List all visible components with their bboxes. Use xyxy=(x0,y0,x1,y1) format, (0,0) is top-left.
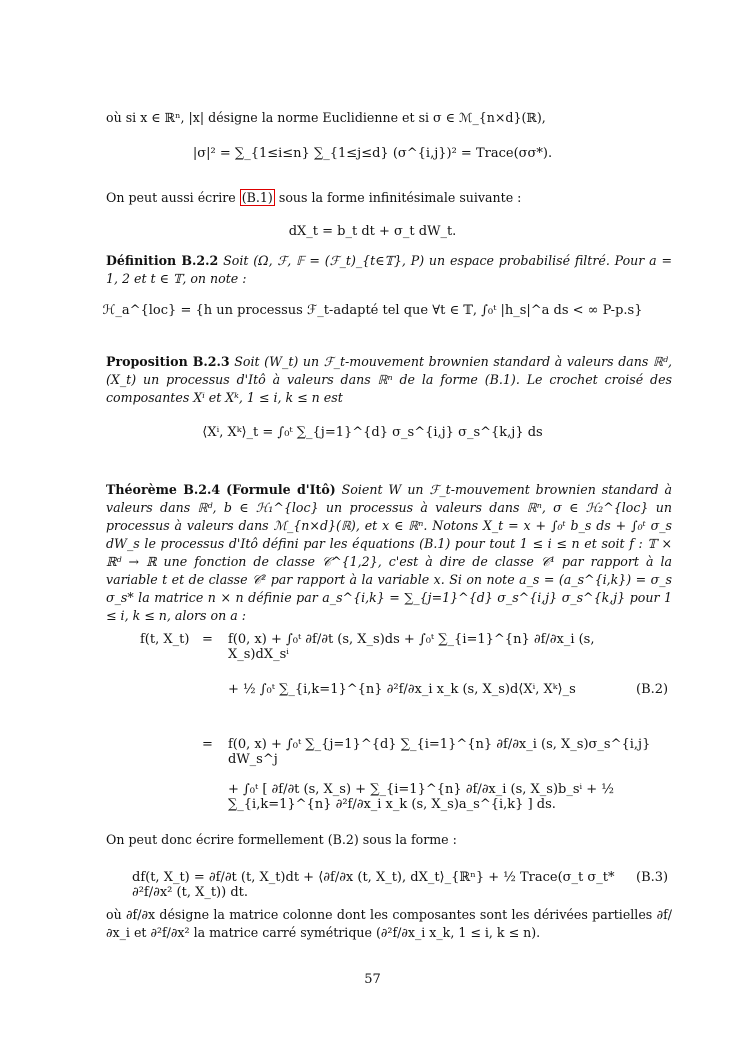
proposition-block xyxy=(106,353,672,407)
theorem-text: Soient W un ℱ_t-mouvement brownien standard à valeurs dans ℝᵈ, b ∈ ℋ₁^{loc} un processus à valeurs dans ℝⁿ, σ ∈ ℋ₂^{loc} un processus à valeurs dans ℳ_{n×d}(ℝ), et x ∈ ℝⁿ. Notons X_t = x + ∫₀ᵗ b_s ds + ∫₀ᵗ σ_s dW_s le processus d'Itô défini par les équations (B.1) pour tout 1 ≤ i ≤ n et soit f : 𝕋 × ℝᵈ → ℝ une fonction de classe 𝒞^{1,2}, c'est à dire de classe 𝒞¹ par rapport à la variable t et de classe 𝒞² par rapport à la variable x. Si on note a_s = (a_s^{i,k}) = σ_s σ_s* la matrice n × n définie par a_s^{i,k} = ∑_{j=1}^{d} σ_s^{i,j} σ_s^{k,j} pour 1 ≤ i, k ≤ n, alors on a : xyxy=(106,482,672,623)
proposition-title: Proposition B.2.3 xyxy=(106,354,230,369)
equation-line-1: f(0, x) + ∫₀ᵗ ∂f/∂t (s, X_s)ds + ∫₀ᵗ ∑_{i=1}^{n} ∂f/∂x_i (s, X_s)dX_sⁱ xyxy=(228,632,595,662)
equation-norm: |σ|² = ∑_{1≤i≤n} ∑_{1≤j≤d} (σ^{i,j})² = Trace(σσ*). xyxy=(192,146,553,161)
equation-line-3: f(0, x) + ∫₀ᵗ ∑_{j=1}^{d} ∑_{i=1}^{n} ∂f/∂x_i (s, X_s)σ_s^{i,j} dW_s^j xyxy=(228,737,651,767)
theorem-name: (Formule d'Itô) xyxy=(226,482,336,497)
equation-lhs: f(t, X_t) xyxy=(140,632,190,647)
equation-sde: dX_t = b_t dt + σ_t dW_t. xyxy=(288,224,457,239)
paragraph-norm-intro: où si x ∈ ℝⁿ, |x| désigne la norme Euclidienne et si σ ∈ ℳ_{n×d}(ℝ), xyxy=(106,110,546,125)
equation-reference-link[interactable]: (B.1) xyxy=(241,190,273,205)
equals-sign: = xyxy=(202,632,213,647)
equation-definition: ℋ_a^{loc} = {h un processus ℱ_t-adapté tel que ∀t ∈ 𝕋, ∫₀ᵗ |h_s|^a ds < ∞ P-p.s} xyxy=(102,303,643,318)
page-number: 57 xyxy=(364,972,381,987)
paragraph-text: On peut aussi écrire xyxy=(106,190,236,205)
equation-tag-b2: (B.2) xyxy=(636,682,669,697)
equation-differential: df(t, X_t) = ∂f/∂t (t, X_t)dt + ⟨∂f/∂x (t, X_t), dX_t⟩_{ℝⁿ} + ½ Trace(σ_t σ_t* ∂²f/∂x² (t, X_t)) dt. xyxy=(132,870,615,900)
paragraph-infinitesimal xyxy=(106,189,672,207)
equals-sign: = xyxy=(202,737,213,752)
definition-title: Définition B.2.2 xyxy=(106,253,219,268)
theorem-title: Théorème B.2.4 xyxy=(106,482,221,497)
equation-line-4: + ∫₀ᵗ [ ∂f/∂t (s, X_s) + ∑_{i=1}^{n} ∂f/∂x_i (s, X_s)b_sⁱ + ½ ∑_{i,k=1}^{n} ∂²f/∂x_i x_k (s, X_s)a_s^{i,k} ] ds. xyxy=(228,782,614,812)
equation-tag-b3: (B.3) xyxy=(636,870,669,885)
paragraph-formal: On peut donc écrire formellement (B.2) sous la forme : xyxy=(106,832,457,847)
definition-text: Soit (Ω, ℱ, 𝔽 = (ℱ_t)_{t∈𝕋}, P) un espace probabilisé filtré. Pour a = 1, 2 et t ∈ 𝕋, on note : xyxy=(106,253,672,286)
equation-proposition: ⟨Xⁱ, Xᵏ⟩_t = ∫₀ᵗ ∑_{j=1}^{d} σ_s^{i,j} σ_s^{k,j} ds xyxy=(202,425,543,440)
theorem-block xyxy=(106,481,672,625)
proposition-text: Soit (W_t) un ℱ_t-mouvement brownien standard à valeurs dans ℝᵈ, (X_t) un processus d'Itô à valeurs dans ℝⁿ de la forme (B.1). Le crochet croisé des composantes Xⁱ et Xᵏ, 1 ≤ i, k ≤ n est xyxy=(106,354,672,405)
definition-block xyxy=(106,252,672,288)
equation-line-2: + ½ ∫₀ᵗ ∑_{i,k=1}^{n} ∂²f/∂x_i x_k (s, X_s)d⟨Xⁱ, Xᵏ⟩_s xyxy=(228,682,576,697)
paragraph-derivatives: où ∂f/∂x désigne la matrice colonne dont les composantes sont les dérivées partielles ∂f/∂x_i et ∂²f/∂x² la matrice carré symétrique (∂²f/∂x_i x_k, 1 ≤ i, k ≤ n). xyxy=(106,907,672,940)
paragraph-text: sous la forme infinitésimale suivante : xyxy=(278,190,522,205)
